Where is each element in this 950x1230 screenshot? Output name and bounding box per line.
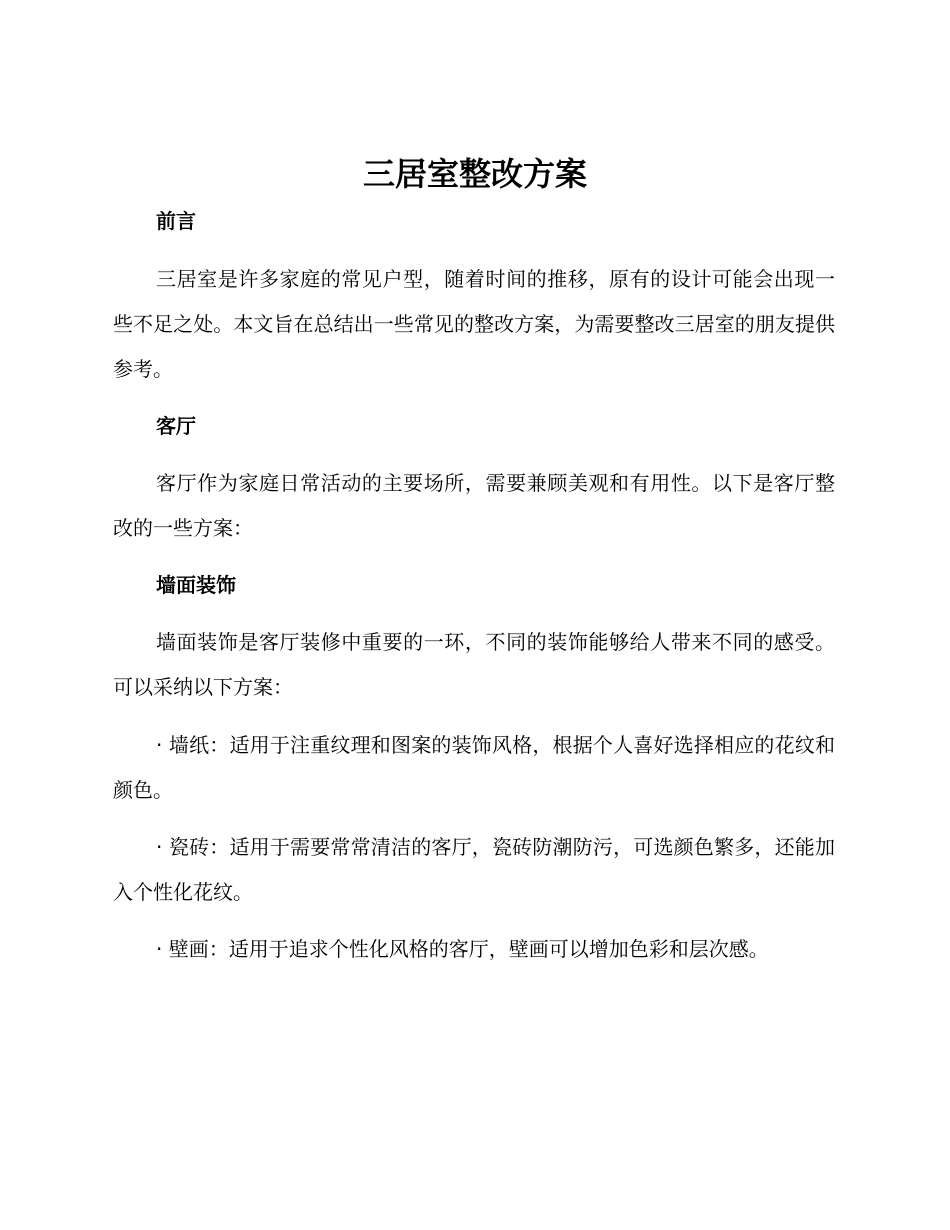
list-item-mural: · 壁画：适用于追求个性化风格的客厅，壁画可以增加色彩和层次感。 xyxy=(156,937,769,961)
document-title: 三居室整改方案 xyxy=(362,155,587,193)
paragraph-preface: 三居室是许多家庭的常见户型，随着时间的推移，原有的设计可能会出现一些不足之处。本文旨在总结出一些常见的整改方案，为需要整改三居室的朋友提供参考。 xyxy=(113,267,835,381)
section-heading-wall-decoration: 墙面装饰 xyxy=(156,573,236,597)
section-heading-living-room: 客厅 xyxy=(156,414,196,438)
section-heading-preface: 前言 xyxy=(156,209,196,233)
paragraph-wall-decoration: 墙面装饰是客厅装修中重要的一环，不同的装饰能够给人带来不同的感受。可以采纳以下方案： xyxy=(113,630,835,699)
list-item-wallpaper: · 墙纸：适用于注重纹理和图案的装饰风格，根据个人喜好选择相应的花纹和颜色。 xyxy=(113,733,835,802)
list-item-tiles: · 瓷砖：适用于需要常常清洁的客厅，瓷砖防潮防污，可选颜色繁多，还能加入个性化花纹。 xyxy=(113,835,835,904)
paragraph-living-room: 客厅作为家庭日常活动的主要场所，需要兼顾美观和有用性。以下是客厅整改的一些方案： xyxy=(113,471,835,540)
